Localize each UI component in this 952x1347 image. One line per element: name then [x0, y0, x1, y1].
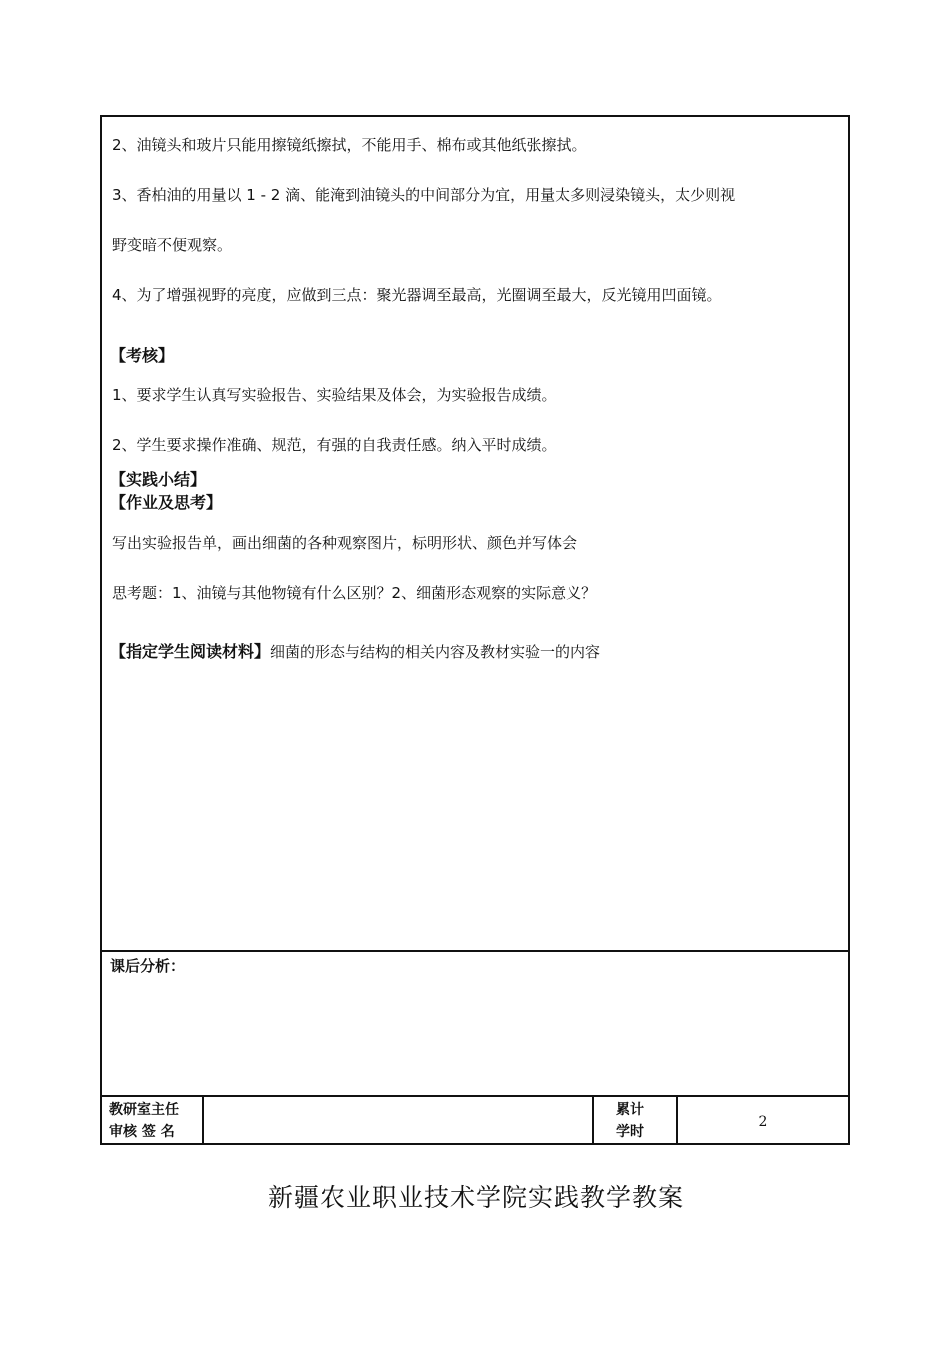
review-label-line: 教研室主任 — [109, 1102, 179, 1118]
assessment-item: 1、要求学生认真写实验报告、实验结果及体会，为实验报告成绩。 — [112, 386, 557, 404]
summary-heading: 【实践小结】 — [110, 470, 207, 489]
homework-question: 思考题：1、油镜与其他物镜有什么区别？2、细菌形态观察的实际意义？ — [112, 584, 597, 602]
divider — [102, 950, 848, 952]
review-label-line: 审核 签 名 — [109, 1124, 175, 1140]
reading-heading: 【指定学生阅读材料】 — [110, 642, 271, 661]
note-brightness: 4、为了增强视野的亮度，应做到三点：聚光器调至最高，光圈调至最大，反光镜用凹面镜。 — [112, 286, 722, 304]
lesson-plan-table — [100, 115, 850, 1145]
hours-label-line: 累计 — [616, 1102, 644, 1118]
assessment-heading: 【考核】 — [110, 346, 175, 365]
reading-text: 细菌的形态与结构的相关内容及教材实验一的内容 — [270, 643, 601, 661]
cumulative-hours-value: 2 — [758, 1114, 768, 1130]
review-signature-label — [109, 1099, 179, 1143]
homework-heading: 【作业及思考】 — [110, 493, 223, 512]
cell-divider — [592, 1095, 594, 1145]
review-signature-cell — [204, 1097, 592, 1145]
note-cedar-oil-amount: 3、香柏油的用量以 1 - 2 滴、能淹到油镜头的中间部分为宜，用量太多则浸染镜头，太少则视 — [112, 186, 736, 204]
homework-item: 写出实验报告单，画出细菌的各种观察图片，标明形状、颜色并写体会 — [112, 534, 578, 552]
page-footer-title: 新疆农业职业技术学院实践教学教案 — [267, 1183, 684, 1212]
assessment-item: 2、学生要求操作准确、规范，有强的自我责任感。纳入平时成绩。 — [112, 436, 557, 454]
cumulative-hours-label — [616, 1099, 644, 1143]
after-class-analysis-label: 课后分析： — [110, 957, 186, 975]
hours-label-line: 学时 — [616, 1124, 644, 1140]
reading-line — [110, 642, 600, 662]
note-oil-lens-cleaning: 2、油镜头和玻片只能用擦镜纸擦拭，不能用手、棉布或其他纸张擦拭。 — [112, 136, 587, 154]
note-cedar-oil-amount-cont: 野变暗不便观察。 — [112, 236, 233, 254]
